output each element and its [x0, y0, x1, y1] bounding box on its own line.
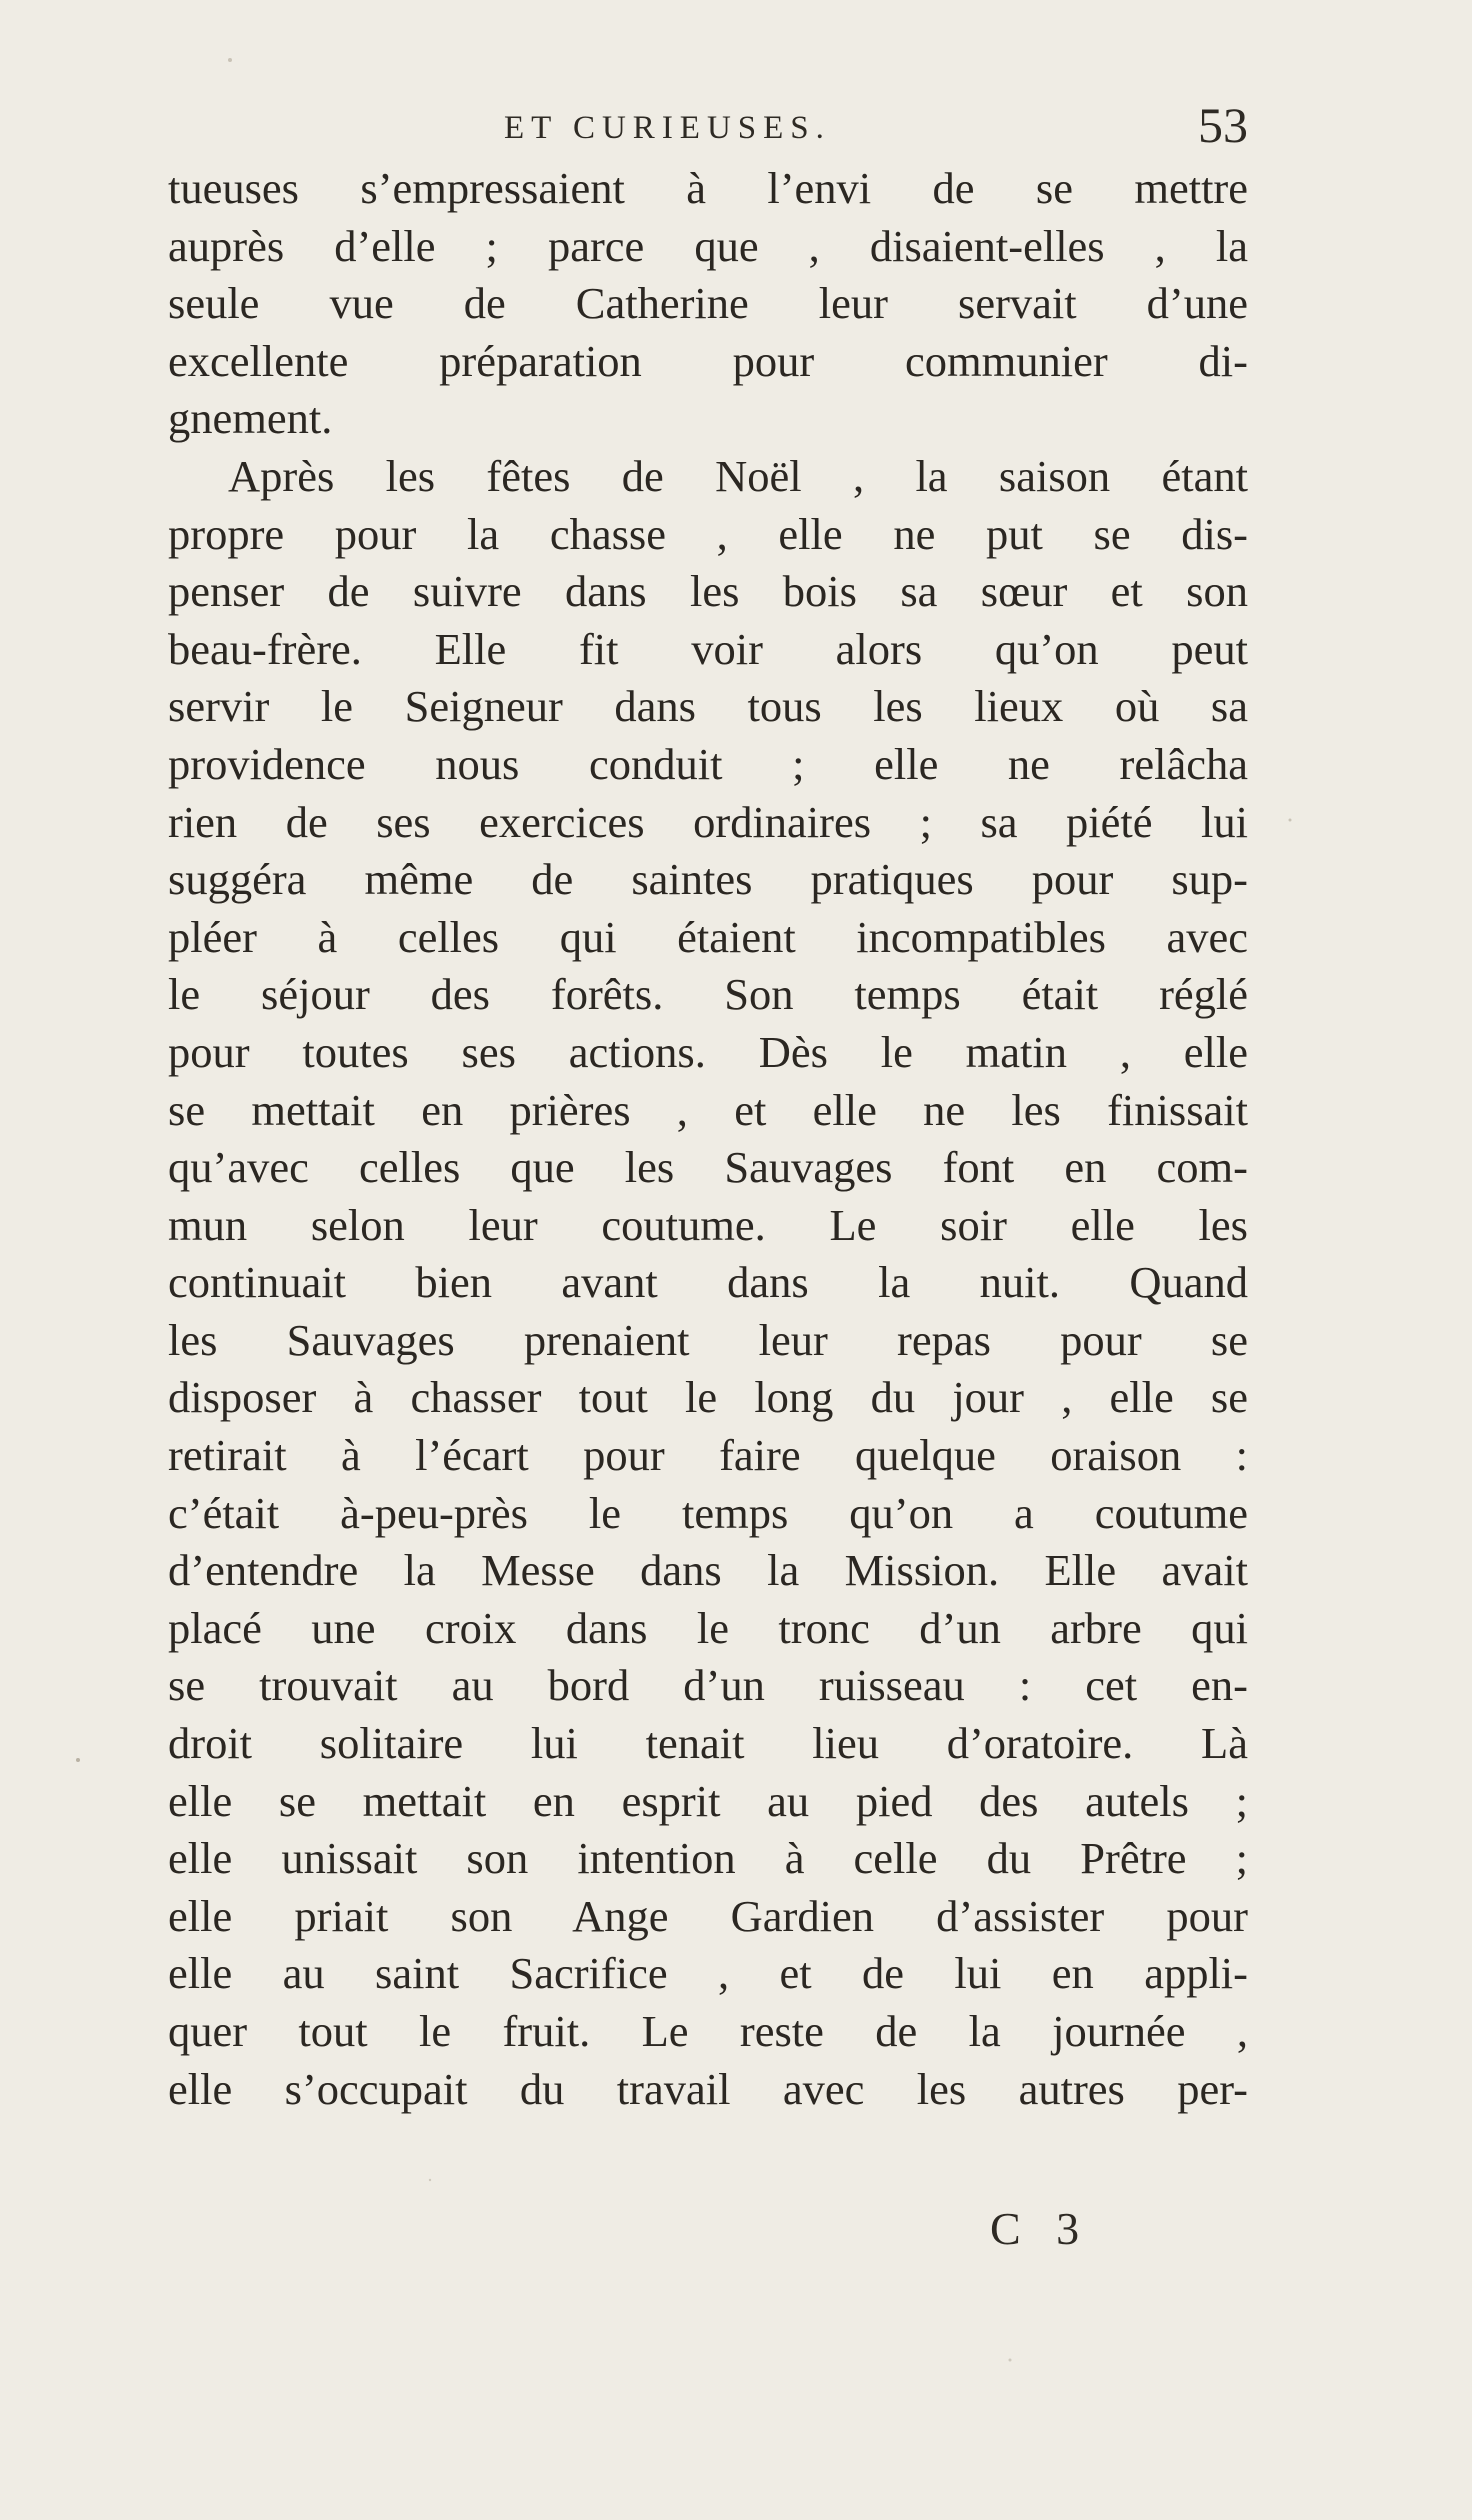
text-line: droit solitaire lui tenait lieu d’oratoire. Là: [168, 1718, 1248, 1769]
text-line: tueuses s’empressaient à l’envi de se mettre: [168, 163, 1248, 213]
text-line: elle au saint Sacrifice , et de lui en appli-: [168, 1948, 1248, 1999]
text-line: beau-frère. Elle fit voir alors qu’on peut: [168, 623, 1248, 674]
text-line: elle unissait son intention à celle du Prêtre ;: [168, 1833, 1248, 1884]
text-line: d’entendre la Messe dans la Mission. Elle avait: [168, 1545, 1248, 1596]
text-line: disposer à chasser tout le long du jour , elle se: [168, 1372, 1248, 1423]
text-line: elle s’occupait du travail avec les autres per-: [168, 2063, 1248, 2114]
text-line: quer tout le fruit. Le reste de la journée ,: [168, 2006, 1248, 2056]
running-title: ET CURIEUSES.: [504, 110, 831, 146]
text-line: auprès d’elle ; parce que , disaient-elles , la: [168, 220, 1248, 271]
body-text: [168, 160, 1248, 2118]
text-line: providence nous conduit ; elle ne relâcha: [168, 738, 1248, 789]
text-line: c’était à-peu-près le temps qu’on a coutume: [168, 1487, 1248, 1538]
text-line: continuait bien avant dans la nuit. Quand: [168, 1257, 1248, 1308]
text-line: pour toutes ses actions. Dès le matin , elle: [168, 1026, 1248, 1077]
page-header: [168, 97, 1248, 160]
signature-mark: C 3: [990, 2203, 1092, 2254]
text-line: pléer à celles qui étaient incompatibles avec: [168, 911, 1248, 962]
page-number: 53: [1198, 97, 1248, 153]
text-line: les Sauvages prenaient leur repas pour se: [168, 1314, 1248, 1365]
text-line: se mettait en prières , et elle ne les finissait: [168, 1084, 1248, 1135]
text-line: le séjour des forêts. Son temps était réglé: [168, 969, 1248, 1020]
text-line: se trouvait au bord d’un ruisseau : cet en-: [168, 1660, 1248, 1711]
text-line: rien de ses exercices ordinaires ; sa piété lui: [168, 796, 1248, 847]
text-line: propre pour la chasse , elle ne put se dis-: [168, 508, 1248, 559]
text-line: qu’avec celles que les Sauvages font en com-: [168, 1142, 1248, 1193]
text-line: elle priait son Ange Gardien d’assister pour: [168, 1890, 1248, 1941]
text-line: mun selon leur coutume. Le soir elle les: [168, 1199, 1248, 1250]
text-line: penser de suivre dans les bois sa sœur et son: [168, 566, 1248, 617]
text-line: elle se mettait en esprit au pied des autels ;: [168, 1775, 1248, 1826]
text-line: seule vue de Catherine leur servait d’une: [168, 278, 1248, 329]
text-line: excellente préparation pour communier di-: [168, 335, 1248, 386]
text-line: placé une croix dans le tronc d’un arbre qui: [168, 1602, 1248, 1653]
text-line: gnement.: [168, 393, 333, 444]
text-line: servir le Seigneur dans tous les lieux où sa: [168, 681, 1248, 732]
paragraph-first-line: Après les fêtes de Noël , la saison étant: [228, 450, 1248, 501]
text-line: suggéra même de saintes pratiques pour sup-: [168, 854, 1248, 905]
text-line: retirait à l’écart pour faire quelque oraison :: [168, 1430, 1248, 1481]
